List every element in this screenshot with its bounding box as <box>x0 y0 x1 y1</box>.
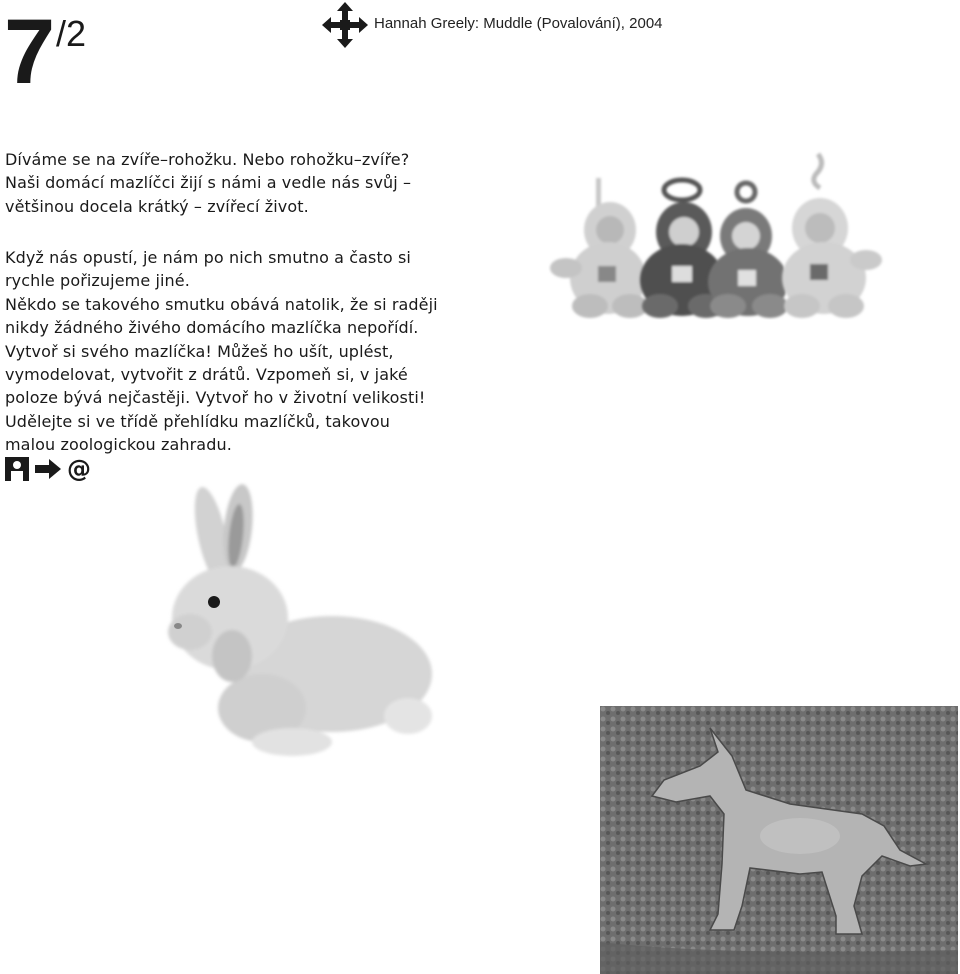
text-line: malou zoologickou zahradu. <box>5 435 232 455</box>
text-line: Naši domácí mazlíčci žijí s námi a vedle nás svůj – <box>5 173 412 193</box>
page-number: 7 <box>4 1 52 103</box>
text-line: Když nás opustí, je nám po nich smutno a často si <box>5 248 411 267</box>
teletubbies-drawing <box>548 148 886 320</box>
intro-paragraph <box>5 148 411 218</box>
page-subnumber: /2 <box>56 13 87 54</box>
rabbit-drawing <box>160 478 440 766</box>
text-line: rychle pořizujeme jiné. <box>5 271 190 291</box>
text-line: nikdy žádného živého domácího mazlíčka nepořídí. <box>5 318 419 338</box>
artwork-credit: Hannah Greely: Muddle (Povalování), 2004 <box>374 15 663 32</box>
compass-arrows-icon <box>322 2 368 48</box>
plush-rabbit-photo <box>160 478 440 766</box>
text-line: poloze bývá nejčastěji. Vytvoř ho v životní velikosti! <box>5 388 426 408</box>
arrow-right-icon <box>35 459 61 479</box>
text-line: Udělejte si ve třídě přehlídku mazlíčků, takovou <box>5 411 391 431</box>
dog-sculpture-photo <box>600 706 958 974</box>
at-icon: @ <box>67 455 91 483</box>
text-line: Někdo se takového smutku obává natolik, že si raději <box>5 294 438 314</box>
task-paragraph <box>5 246 438 457</box>
teletubbies-toys-photo <box>548 148 886 320</box>
dog-drawing <box>600 706 958 974</box>
activity-icons <box>5 456 91 482</box>
person-icon <box>5 457 29 481</box>
text-line: vymodelovat, vytvořit z drátů. Vzpomeň si, v jaké <box>5 365 408 385</box>
text-line: většinou docela krátký – zvířecí život. <box>5 196 309 216</box>
text-line: Vytvoř si svého mazlíčka! Můžeš ho ušít, uplést, <box>5 341 394 361</box>
text-line: Díváme se na zvíře–rohožku. Nebo rohožku–zvíře? <box>5 150 410 169</box>
